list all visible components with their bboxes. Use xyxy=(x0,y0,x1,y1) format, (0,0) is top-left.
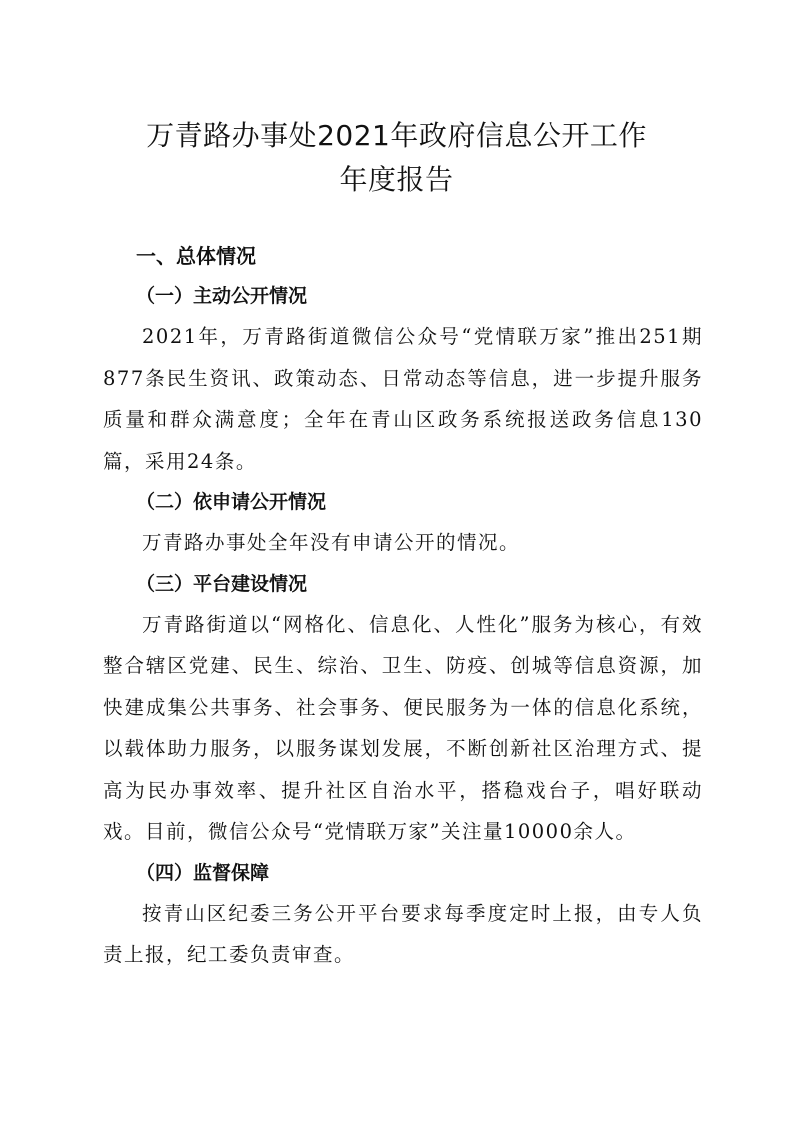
title-line-1: 万青路办事处2021年政府信息公开工作 xyxy=(146,119,647,152)
document-body xyxy=(103,236,703,976)
paragraph-3: 万青路街道以“网格化、信息化、人性化”服务为核心，有效整合辖区党建、民生、综治、卫生、防疫、创城等信息资源，加快建成集公共事务、社会事务、便民服务为一体的信息化系统，以载体助力服务，以服务谋划发展，不断创新社区治理方式、提高为民办事效率、提升社区自治水平，搭稳戏台子，唱好联动戏。目前，微信公众号“党情联万家”关注量10000余人。 xyxy=(103,612,703,843)
subsection-heading-2: （二）依申请公开情况 xyxy=(136,491,327,513)
subsection-heading-4: （四）监督保障 xyxy=(136,861,270,884)
subsection-heading-3: （三）平台建设情况 xyxy=(136,572,308,595)
paragraph-2: 万青路办事处全年没有申请公开的情况。 xyxy=(142,531,521,554)
section-heading-overview: 一、总体情况 xyxy=(136,244,256,268)
title-line-2: 年度报告 xyxy=(339,163,454,196)
document-title xyxy=(0,114,793,202)
paragraph-4: 按青山区纪委三务公开平台要求每季度定时上报，由专人负责上报，纪工委负责审查。 xyxy=(103,901,703,966)
subsection-heading-1: （一）主动公开情况 xyxy=(136,285,308,307)
paragraph-1: 2021年，万青路街道微信公众号“党情联万家”推出251期877条民生资讯、政策动态、日常动态等信息，进一步提升服务质量和群众满意度；全年在青山区政务系统报送政务信息130篇，采用24条。 xyxy=(103,325,703,473)
